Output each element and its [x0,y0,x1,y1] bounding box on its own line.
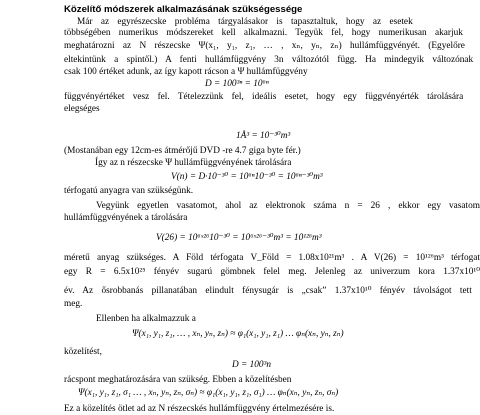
text-line: függvényértéket vesz fel. Tételezzünk fel, ideális esetet, hogy egy függvényérték tárolására [64,92,464,102]
text-line: méretű anyag szükséges. A Föld térfogata V_Föld = 1.08x10²¹m³ . A V(26) = 10¹²⁶m³ térfogat [64,253,480,263]
text-line: csak 100 értéket adunk, az így kapott rácson a Ψ hullámfüggvény [64,67,308,77]
text-line: Vegyünk egyetlen vasatomot, ahol az elektronok száma n = 26 , ekkor egy vasatom [96,201,480,211]
text-line: Ez a közelítés ötlet ad az N részecskés hullámfüggvény értelmezésére is. [64,404,335,414]
text-line: többségében numerikus módszereket kell alkalmazni. Tegyük fel, hogy numerikusan akarjuk [64,28,463,38]
equation-line: V(n) = D·10⁻³⁰ = 10⁶ⁿ10⁻³⁰ = 10⁶ⁿ⁻³⁰m³ [171,172,323,182]
equation-line: 1Å³ = 10⁻³⁰m³ [236,131,291,141]
equation-line: D = 100³n [232,360,272,370]
equation-line: Ψ(x₁, y₁, z₁, σ₁ … , xₙ, yₙ, zₙ, σₙ) ≈ φ₁(x₁, y₁, z₁, σ₁) … φₙ(xₙ, yₙ, zₙ, σₙ) [78,388,339,398]
text-line: térfogatú anyagra van szükségünk. [64,186,194,196]
text-line: hullámfüggvényének a tárolására [64,213,188,223]
text-line: (Mostanában egy 12cm-es átmérőjű DVD -re 4.7 giga byte fér.) [64,146,301,156]
text-line: Így az n részecske Ψ hullámfüggvényének tárolására [95,158,292,168]
text-line: meghatározni az N részecske Ψ(x₁, y₁, z₁, … , xₙ, yₙ, zₙ) hullámfüggvényét. (Egyelőre [64,41,465,51]
equation-line: D = 100³ⁿ = 10⁶ⁿ [205,79,269,89]
text-line: Már az egyrészecske probléma tárgyalásakor is tapasztaltuk, hogy az esetek [77,17,413,27]
text-line: elegséges [64,104,100,114]
text-line: Ellenben ha alkalmazzuk a [96,314,196,324]
text-line: eltekintünk a spintől.) A fenti hullámfüggvény 3n változótól függ. Ha mindegyik változónak [64,55,474,65]
equation-line: Ψ(x₁, y₁, z₁, … , xₙ, yₙ, zₙ) ≈ φ₁(x₁, y₁, z₁) … φₙ(xₙ, yₙ, zₙ) [132,329,344,339]
text-line: egy R = 6.5x10²⁵ fényév sugarú gömbnek felel meg. Jelenleg az univerzum kora 1.37x10¹⁰ [64,267,480,277]
text-line: közelítést, [64,347,102,357]
text-line: rácspont meghatározására van szükség. Ebben a közelítésben [64,375,292,385]
equation-line: V(26) = 10⁶ˣ²⁶10⁻³⁰ = 10⁶ˣ²⁶⁻³⁰m³ = 10¹²⁶m³ [156,233,322,243]
text-line: meg. [64,299,83,309]
section-title: Közelítő módszerek alkalmazásának szükségessége [64,4,303,15]
text-line: év. Az ősrobbanás pillanatában elindult fénysugár is „csak” 1.37x10¹⁰ fényév távolságot tett [64,286,472,296]
